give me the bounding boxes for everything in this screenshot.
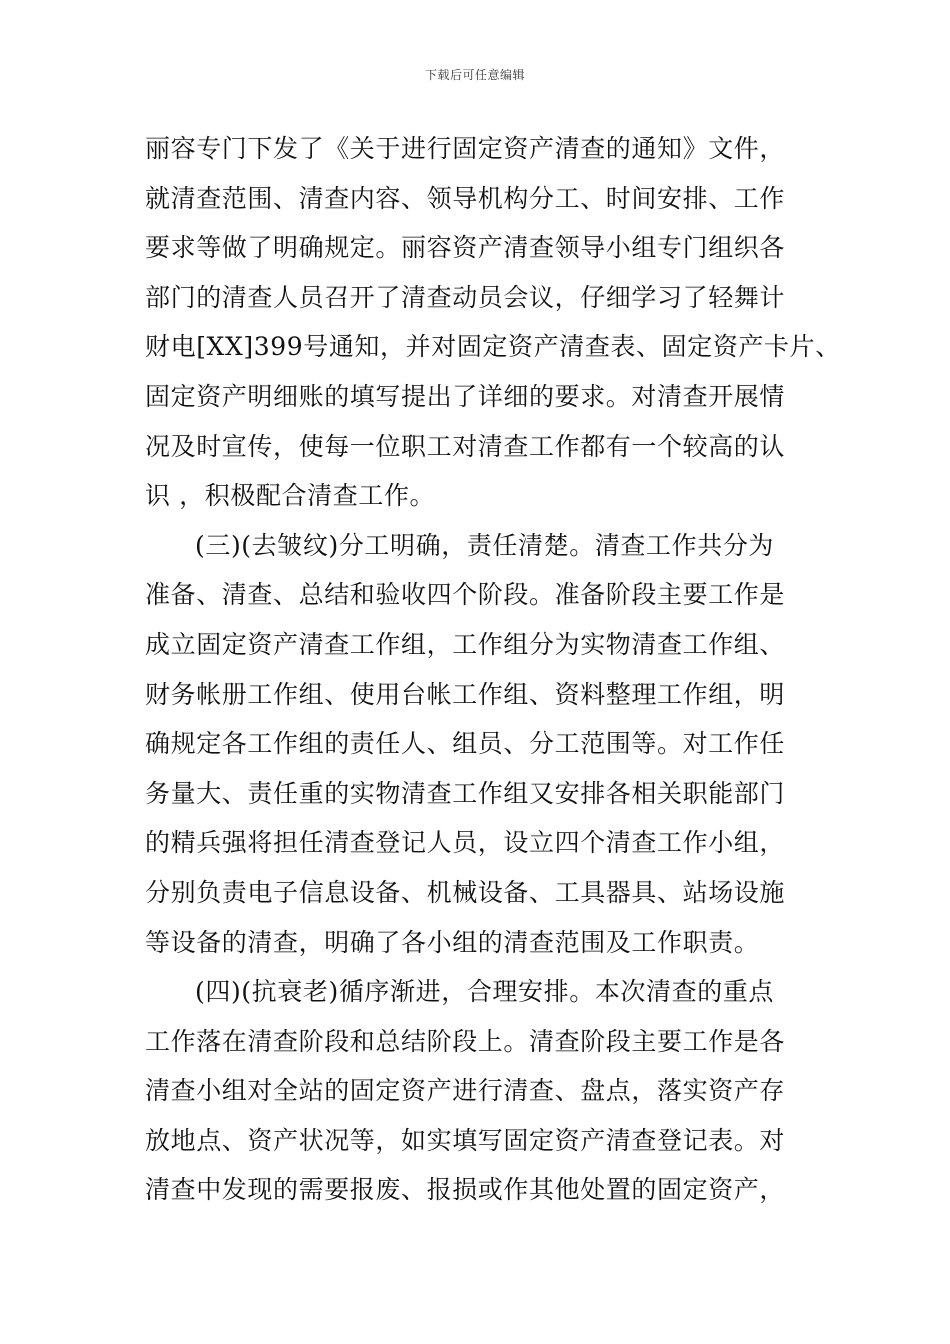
text-line: 识 ，积极配合清查工作。 (145, 481, 436, 511)
text-line: 固定资产明细账的填写提出了详细的要求。对清查开展情 (145, 381, 786, 411)
text-line: 清查中发现的需要报废、报损或作其他处置的固定资产， (145, 1175, 786, 1205)
text-line: 成立固定资产清查工作组，工作组分为实物清查工作组、 (145, 629, 786, 659)
text-line: 况及时宣传，使每一位职工对清查工作都有一个较高的认 (145, 431, 786, 461)
text-line: 等设备的清查，明确了各小组的清查范围及工作职责。 (145, 927, 760, 957)
text-line: 丽容专门下发了《关于进行固定资产清查的通知》文件， (145, 134, 786, 163)
text-line: 就清查范围、清查内容、领导机构分工、时间安排、工作 (145, 183, 786, 213)
text-line: 要求等做了明确规定。丽容资产清查领导小组专门组织各 (145, 233, 786, 263)
text-line: 工作落在清查阶段和总结阶段上。清查阶段主要工作是各 (145, 1026, 786, 1056)
page-header: 下载后可任意编辑 (424, 68, 525, 82)
text-line: 财务帐册工作组、使用台帐工作组、资料整理工作组，明 (145, 679, 786, 709)
text-line: 准备、清查、总结和验收四个阶段。准备阶段主要工作是 (145, 580, 786, 610)
text-line: (三)(去皱纹)分工明确，责任清楚。清查工作共分为 (195, 530, 775, 560)
text-line: 务量大、责任重的实物清查工作组又安排各相关职能部门 (145, 778, 786, 808)
text-line: 的精兵强将担任清查登记人员，设立四个清查工作小组， (145, 828, 786, 858)
text-line: 清查小组对全站的固定资产进行清查、盘点，落实资产存 (145, 1076, 786, 1106)
text-line: 部门的清查人员召开了清查动员会议，仔细学习了轻舞计 (145, 282, 786, 312)
text-line: 财电[XX]399号通知，并对固定资产清查表、固定资产卡片、 (145, 332, 841, 362)
text-line: 放地点、资产状况等，如实填写固定资产清查登记表。对 (145, 1125, 786, 1155)
text-line: (四)(抗衰老)循序渐进，合理安排。本次清查的重点 (195, 977, 775, 1007)
text-line: 确规定各工作组的责任人、组员、分工范围等。对工作任 (145, 729, 786, 759)
document-body (145, 124, 845, 1215)
text-line: 分别负责电子信息设备、机械设备、工具器具、站场设施 (145, 877, 786, 907)
